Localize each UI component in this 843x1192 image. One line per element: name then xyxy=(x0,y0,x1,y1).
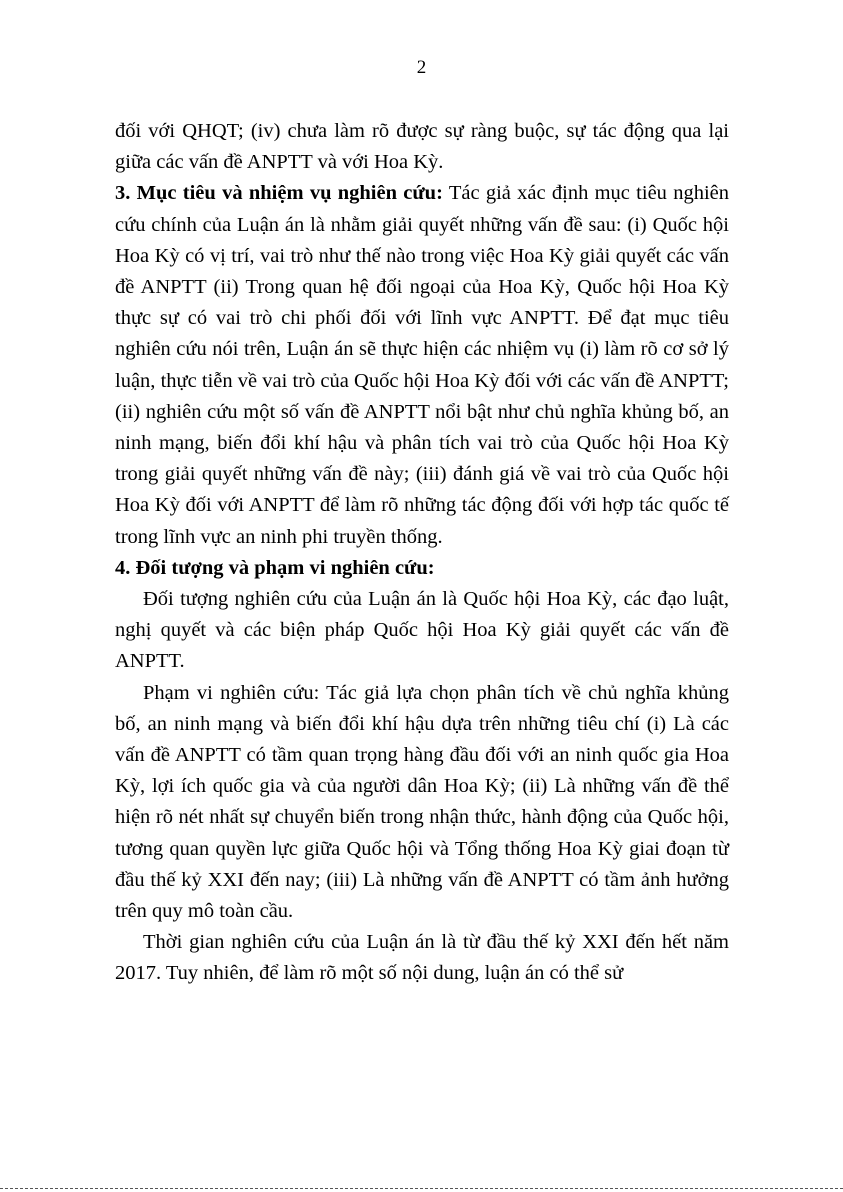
paragraph-text: Tác giả xác định mục tiêu nghiên cứu chính của Luận án là nhằm giải quyết những vấn đề sau: (i) Quốc hội Hoa Kỳ có vị trí, vai trò như thế nào trong việc Hoa Kỳ giải quyết các vấn đề ANPTT (ii) Trong quan hệ đối ngoại của Hoa Kỳ, Quốc hội Hoa Kỳ thực sự có vai trò chi phối đối với lĩnh vực ANPTT. Để đạt mục tiêu nghiên cứu nói trên, Luận án sẽ thực hiện các nhiệm vụ (i) làm rõ cơ sở lý luận, thực tiễn về vai trò của Quốc hội Hoa Kỳ đối với các vấn đề ANPTT; (ii) nghiên cứu một số vấn đề ANPTT nổi bật như chủ nghĩa khủng bố, an ninh mạng, biến đổi khí hậu và phân tích vai trò của Quốc hội Hoa Kỳ trong giải quyết những vấn đề này; (iii) đánh giá về vai trò của Quốc hội Hoa Kỳ đối với ANPTT để làm rõ những tác động đối với hợp tác quốc tế trong lĩnh vực an ninh phi truyền thống. xyxy=(115,182,729,548)
section-heading-scope: 4. Đối tượng và phạm vi nghiên cứu: xyxy=(115,556,435,579)
section-heading-objectives: 3. Mục tiêu và nhiệm vụ nghiên cứu: xyxy=(115,182,443,205)
document-body xyxy=(115,116,729,990)
paragraph-objectives xyxy=(115,178,729,552)
paragraph-text: đối với QHQT; (iv) chưa làm rõ được sự ràng buộc, sự tác động qua lại giữa các vấn đề ANPTT và với Hoa Kỳ. xyxy=(115,120,729,174)
paragraph-scope-heading xyxy=(115,553,729,584)
paragraph-research-scope: Phạm vi nghiên cứu: Tác giả lựa chọn phân tích về chủ nghĩa khủng bố, an ninh mạng và biến đổi khí hậu dựa trên những tiêu chí (i) Là các vấn đề ANPTT có tầm quan trọng hàng đầu đối với an ninh quốc gia Hoa Kỳ, lợi ích quốc gia và của người dân Hoa Kỳ; (ii) Là những vấn đề thể hiện rõ nét nhất sự chuyển biến trong nhận thức, hành động của Quốc hội, tương quan quyền lực giữa Quốc hội và Tổng thống Hoa Kỳ giai đoạn từ đầu thế kỷ XXI đến nay; (iii) Là những vấn đề ANPTT có tầm ảnh hưởng trên quy mô toàn cầu. xyxy=(115,681,729,923)
paragraph-intro-continuation xyxy=(115,116,729,178)
page-bottom-divider xyxy=(0,1188,843,1189)
paragraph-research-time: Thời gian nghiên cứu của Luận án là từ đầu thế kỷ XXI đến hết năm 2017. Tuy nhiên, để làm rõ một số nội dung, luận án có thể sử xyxy=(115,931,729,985)
page-number: 2 xyxy=(416,57,427,78)
paragraph-research-subject: Đối tượng nghiên cứu của Luận án là Quốc hội Hoa Kỳ, các đạo luật, nghị quyết và các biện pháp Quốc hội Hoa Kỳ giải quyết các vấn đề ANPTT. xyxy=(115,588,729,673)
